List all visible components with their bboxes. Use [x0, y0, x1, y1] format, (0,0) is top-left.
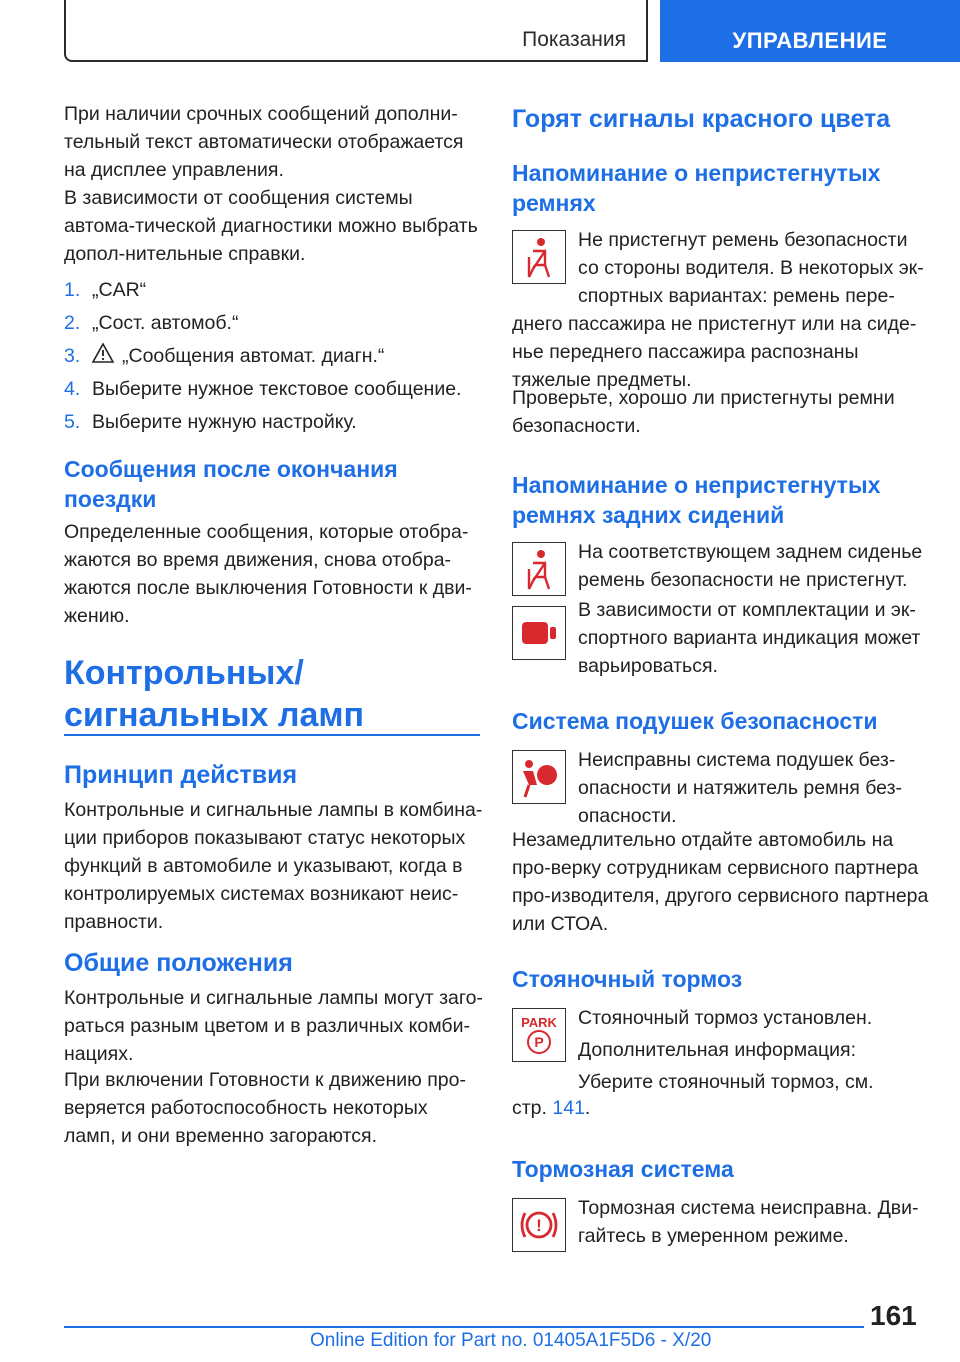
paragraph: Контрольные и сигнальные лампы в комбина-ции приборов показывают статус некоторых функций в автомобиле и указывают, когда в контролируемых системах возникают неис-правности. [64, 799, 483, 933]
step-number: 2. [64, 312, 81, 334]
section-heading: Общие положения [64, 949, 293, 977]
paragraph: В зависимости от комплектации и эк-спортного варианта индикация может варьироваться. [578, 599, 921, 677]
paragraph: Стояночный тормоз установлен. [578, 1007, 873, 1029]
paragraph: При наличии срочных сообщений дополни-тельный текст автоматически отображается на дисплее управления. [64, 103, 464, 181]
list-item [64, 408, 484, 441]
page-ref-suffix: . [584, 1097, 591, 1119]
parking-brake-icon [512, 1008, 566, 1062]
section-heading: Сообщения после окончания поездки [64, 456, 398, 512]
rear-belt-indicator-icon [512, 606, 566, 660]
step-number: 4. [64, 378, 81, 400]
section-heading: Горят сигналы красного цвета [512, 105, 891, 133]
chapter-heading: Контрольных/сигнальных ламп [64, 654, 365, 734]
park-label: PARK [521, 1015, 557, 1030]
header-section-tab [64, 0, 648, 62]
paragraph: Определенные сообщения, которые отобра-жаются во время движения, снова отобра-жаются после выключения Готовности к дви-жению. [64, 521, 472, 627]
paragraph: Незамедлительно отдайте автомобиль на про-верку сотрудникам сервисного партнера про-изводителя, другого сервисного партнера или СТОА. [512, 829, 929, 935]
step-number: 1. [64, 279, 81, 301]
paragraph: Тормозная система неисправна. Дви-гайтесь в умеренном режиме. [578, 1197, 919, 1247]
page-reference [512, 1094, 862, 1122]
subsection-heading: Напоминание о непристегнутых ремнях [512, 160, 881, 216]
step-list [64, 276, 484, 441]
page-link[interactable]: 141 [552, 1097, 585, 1119]
paragraph: Неисправны система подушек без-опасности и натяжитель ремня без-опасности. [578, 749, 903, 827]
brake-exclamation: ! [536, 1216, 542, 1235]
list-item [64, 375, 484, 408]
heading-rule [64, 734, 480, 736]
list-item [64, 309, 484, 342]
paragraph: Уберите стояночный тормоз, см. [578, 1071, 874, 1093]
subsection-heading: Стояночный тормоз [512, 966, 743, 992]
page-number: 161 [870, 1300, 917, 1331]
seatbelt-warning-icon [512, 230, 566, 284]
edition-info: Online Edition for Part no. 01405A1F5D6 - X/20 [310, 1330, 712, 1351]
list-item [64, 342, 484, 375]
paragraph: Не пристегнут ремень безопасности со стороны водителя. В некоторых эк- [578, 229, 924, 279]
chapter-tab [660, 0, 960, 62]
subsection-heading: Тормозная система [512, 1156, 734, 1182]
subsection-heading: Система подушек безопасности [512, 708, 878, 734]
chapter-title: УПРАВЛЕНИЕ [732, 28, 888, 53]
step-number: 3. [64, 345, 81, 367]
paragraph: Дополнительная информация: [578, 1039, 857, 1061]
list-item [64, 276, 484, 309]
step-text: „Сост. автомоб.“ [92, 312, 239, 334]
footer-rule [64, 1326, 864, 1328]
step-text: Выберите нужную настройку. [92, 411, 357, 433]
paragraph: На соответствующем заднем сиденье ремень безопасности не пристегнут. [578, 541, 923, 591]
warning-triangle-icon [92, 343, 122, 371]
airbag-warning-icon [512, 750, 566, 804]
rear-seatbelt-warning-icon [512, 542, 566, 596]
park-p-circle: P [527, 1030, 551, 1054]
brake-warning-icon [512, 1198, 566, 1252]
subsection-heading: Напоминание о непристегнутых ремнях задних сидений [512, 472, 881, 528]
paragraph: В зависимости от сообщения системы автома-тической диагностики можно выбрать допол-нительные справки. [64, 187, 478, 265]
step-text: „CAR“ [92, 279, 147, 301]
paragraph: При включении Готовности к движению про-веряется работоспособность некоторых ламп, и они временно загораются. [64, 1069, 466, 1147]
paragraph: Контрольные и сигнальные лампы могут заго-раться разным цветом и в различных комби-нациях. [64, 987, 483, 1065]
step-text: Выберите нужное текстовое сообщение. [92, 378, 462, 400]
section-heading: Принцип действия [64, 761, 298, 789]
paragraph: Проверьте, хорошо ли пристегнуты ремни безопасности. [512, 387, 895, 437]
step-number: 5. [64, 411, 81, 433]
section-title: Показания [522, 28, 626, 51]
step-text: „Сообщения автомат. диагн.“ [122, 345, 385, 367]
page-ref-prefix: стр. [512, 1097, 547, 1119]
paragraph: спортных вариантах: ремень пере-днего пассажира не пристегнут или на сиде-нье переднего пассажира распознаны тяжелые предметы. [512, 285, 917, 391]
